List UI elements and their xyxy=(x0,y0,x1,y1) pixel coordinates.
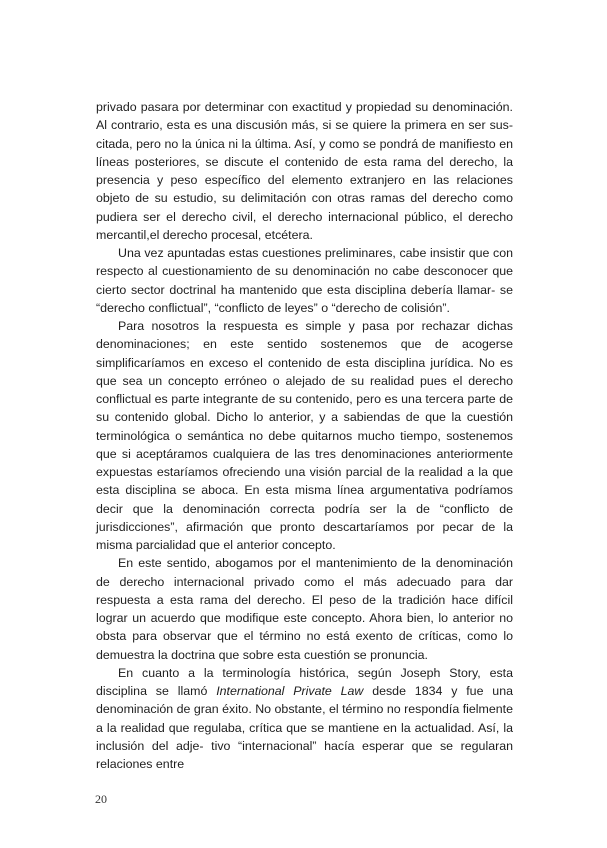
paragraph-5-text-end: desde 1834 y fue una denominación de gran éxito. No obstante, el término no respondía fielmente a la realidad que regulaba, crítica que se mantiene en la actualidad. Así, la inclusión del adje- tivo “internacional” hacía esperar que se regularan relaciones entre xyxy=(96,684,513,771)
paragraph-5 xyxy=(96,664,513,774)
paragraph-2: Una vez apuntadas estas cuestiones preliminares, cabe insistir que con respecto al cuestionamiento de su denominación no cabe desconocer que cierto sector doctrinal ha mantenido que esta disciplina debería llamar- se “derecho conflictual”, “conflicto de leyes” o “derecho de colisión”. xyxy=(96,246,513,315)
paragraph-1: privado pasara por determinar con exactitud y propiedad su denominación. Al contrario, esta es una discusión más, si se quiere la primera en ser sus- citada, pero no la única ni la última. Así, y como se pondrá de manifiesto en líneas posteriores, se discute el contenido de esta rama del derecho, la presencia y peso específico del elemento extranjero en las relaciones objeto de su estudio, su delimitación con otras ramas del derecho como pudiera ser el derecho civil, el derecho internacional público, el derecho mercantil,el derecho procesal, etcétera. xyxy=(96,100,513,242)
paragraph-4: En este sentido, abogamos por el mantenimiento de la denominación de derecho internacional privado como el más adecuado para dar respuesta a esta rama del derecho. El peso de la tradición hace difícil lograr un acuerdo que modifique este concepto. Ahora bien, lo anterior no obsta para observar que el término no está exento de críticas, como lo demuestra la doctrina que sobre esta cuestión se pronuncia. xyxy=(96,556,513,662)
page-number: 20 xyxy=(95,792,107,806)
paragraph-3: Para nosotros la respuesta es simple y pasa por rechazar dichas denominaciones; en este sentido sostenemos que de acogerse simplificaríamos en exceso el contenido de esta disciplina jurídica. No es que sea un concepto erróneo o alejado de su realidad pues el derecho conflictual es parte integrante de su contenido, pero es una tercera parte de su contenido global. Dicho lo anterior, y a sabiendas de que la cuestión terminológica o semántica no debe quitarnos mucho tiempo, sostenemos que si aceptáramos cualquiera de las tres denominaciones anteriormente expuestas estaríamos ofreciendo una visión parcial de la realidad a la que esta disciplina se aboca. En esta misma línea argumentativa podríamos decir que la denominación correcta podría ser la de “conflicto de jurisdicciones”, afirmación que pronto descartaríamos por pecar de la misma parcialidad que el anterior concepto. xyxy=(96,319,513,552)
italic-term: International Private Law xyxy=(216,684,364,698)
paragraph-5-text-start: En cuanto a la terminología histórica, según Joseph Story, esta disciplina se llamó xyxy=(96,665,513,698)
body-text xyxy=(96,98,513,773)
